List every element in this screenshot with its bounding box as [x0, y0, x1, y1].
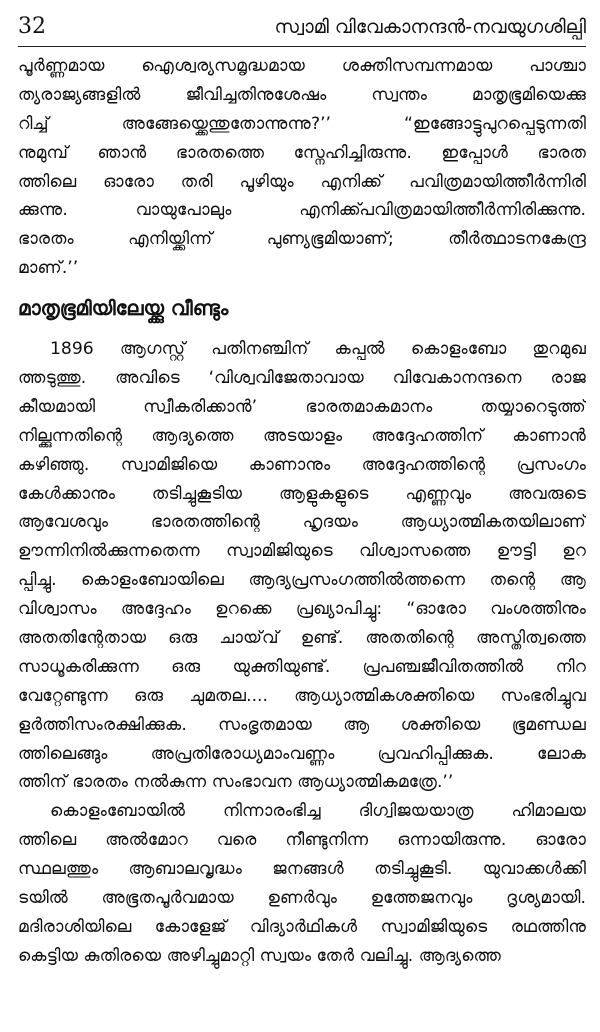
text-line: പ്പിച്ചു. കൊളംബോയിലെ ആദ്യപ്രസംഗത്തിൽത്തന്നെ തന്റെ ആ [18, 570, 586, 591]
text-line: ത്തിലെങ്ങും അപ്രതിരോധ്യമാംവണ്ണം പ്രവഹിപ്പിക്കുക. ലോക [18, 743, 586, 764]
text-line: ളർത്തിസംരക്ഷിക്കുക. സംഭൃതമായ ആ ശക്തിയെ ഭൂമണ്ഡല [18, 714, 586, 735]
section-heading: മാതൃഭൂമിയിലേയ്ക്കു വീണ്ടും [18, 296, 229, 321]
text-line: റിച്ച് അങ്ങേയ്ക്കെന്തുതോന്നുന്നു?’’ “ഇങ്ങോട്ടുപുറപ്പെടുന്നതി [18, 113, 586, 134]
text-line: മദിരാശിയിലെ കോളേജ് വിദ്യാർഥികൾ സ്വാമിജിയുടെ രഥത്തിനു [18, 916, 586, 937]
text-line: കേൾക്കാനും തടിച്ചുകൂടിയ ആളുകളുടെ എണ്ണവും അവരുടെ [18, 483, 586, 504]
text-line: കെട്ടിയ കുതിരയെ അഴിച്ചുമാറ്റി സ്വയം തേർ വലിച്ചു. ആദ്യത്തെ [18, 945, 502, 966]
text-line: വേറ്റേണ്ടുന്ന ഒരു ചുമതല.... ആധ്യാത്മികശക്തിയെ സംഭരിച്ചുവ [18, 685, 586, 706]
text-line: ടയിൽ അഭൂതപൂർവമായ ഉണർവും ഉത്തേജനവും ദൃശ്യമായി. [18, 888, 586, 909]
page-header [18, 10, 586, 47]
body-text [18, 52, 586, 971]
text-line: പൂർണ്ണമായ ഐശ്വര്യസമൃദ്ധമായ ശക്തിസമ്പന്നമായ പാശ്ചാ [18, 56, 586, 76]
text-line: അതതിന്റേതായ ഒരു ചായ്‌വ് ഉണ്ട്. അതതിന്റെ അസ്തിത്വത്തെ [18, 628, 586, 649]
text-line: ത്തിലെ അൽമോറ വരെ നീണ്ടുനിന്ന ഒന്നായിരുന്നു. ഓരോ [18, 830, 586, 851]
text-line: നുമുമ്പ് ഞാൻ ഭാരതത്തെ സ്നേഹിച്ചിരുന്നു. ഇപ്പോൾ ഭാരത [18, 142, 586, 163]
text-line: സാധൂകരിക്കുന്ന ഒരു യുക്തിയുണ്ട്. പ്രപഞ്ചജീവിതത്തിൽ നിറ [18, 656, 586, 677]
text-line: നില്ക്കുന്നതിന്റെ ആദ്യത്തെ അടയാളം അദ്ദേഹത്തിന് കാണാൻ [18, 425, 586, 446]
text-line: ത്തടുത്തു. അവിടെ ‘വിശ്വവിജേതാവായ വിവേകാനന്ദനെ രാജ [18, 368, 586, 389]
text-line: ത്തിലെ ഓരോ തരി പൂഴിയും എനിക്ക് പവിത്രമായിത്തീർന്നിരി [18, 171, 586, 192]
text-line: ത്തിന് ഭാരതം നൽകുന്ന സംഭാവന ആധ്യാത്മികമത്രേ.’’ [18, 772, 454, 793]
text-line: ഊന്നിനിൽക്കുന്നതെന്ന സ്വാമിജിയുടെ വിശ്വാസത്തെ ഊട്ടി ഉറ [18, 541, 586, 562]
page-number: 32 [18, 14, 46, 39]
text-line: ആവേശവും ഭാരതത്തിന്റെ ഹൃദയം ആധ്യാത്മികതയിലാണ് [18, 512, 586, 533]
text-line: ക്കുന്നു. വായുപോലും എനിക്ക്പവിത്രമായിത്തീർന്നിരിക്കുന്നു. [18, 200, 586, 221]
running-title: സ്വാമി വിവേകാനന്ദൻ-നവയുഗശില്പി [274, 16, 586, 38]
text-line: കൊളംബോയിൽ നിന്നാരംഭിച്ച ദിഗ്വിജയയാത്ര ഹിമാലയ [50, 801, 586, 822]
text-line: 1896 ആഗസ്റ്റ് പതിനഞ്ചിന് കപ്പൽ കൊളംബോ തുറമുഖ [50, 339, 586, 360]
text-line: ത്യരാജ്യങ്ങളിൽ ജീവിച്ചതിനുശേഷം സ്വന്തം മാതൃഭൂമിയെക്കു [18, 84, 586, 105]
text-line: വിശ്വാസം അദ്ദേഹം ഉറക്കെ പ്രഖ്യാപിച്ചു: “ഓരോ വംശത്തിനും [18, 599, 586, 620]
text-line: കീയമായി സ്വീകരിക്കാൻ’ ഭാരതമാകമാനം തയ്യാറെടുത്ത് [18, 396, 586, 417]
paragraph-3 [18, 797, 586, 970]
text-line: മാണ്.’’ [18, 258, 79, 279]
text-line: ഭാരതം എനിയ്ക്കിന്ന് പുണ്യഭൂമിയാണ്; തീർത്ഥാടനകേന്ദ്ര [18, 229, 586, 250]
text-line: കഴിഞ്ഞു. സ്വാമിജിയെ കാണാനും അദ്ദേഹത്തിന്റെ പ്രസംഗം [18, 454, 586, 475]
text-line: സ്ഥലത്തും ആബാലവൃദ്ധം ജനങ്ങൾ തടിച്ചുകൂടി. യുവാക്കൾക്കി [18, 859, 586, 880]
paragraph-2 [18, 335, 586, 797]
paragraph-1 [18, 52, 586, 283]
